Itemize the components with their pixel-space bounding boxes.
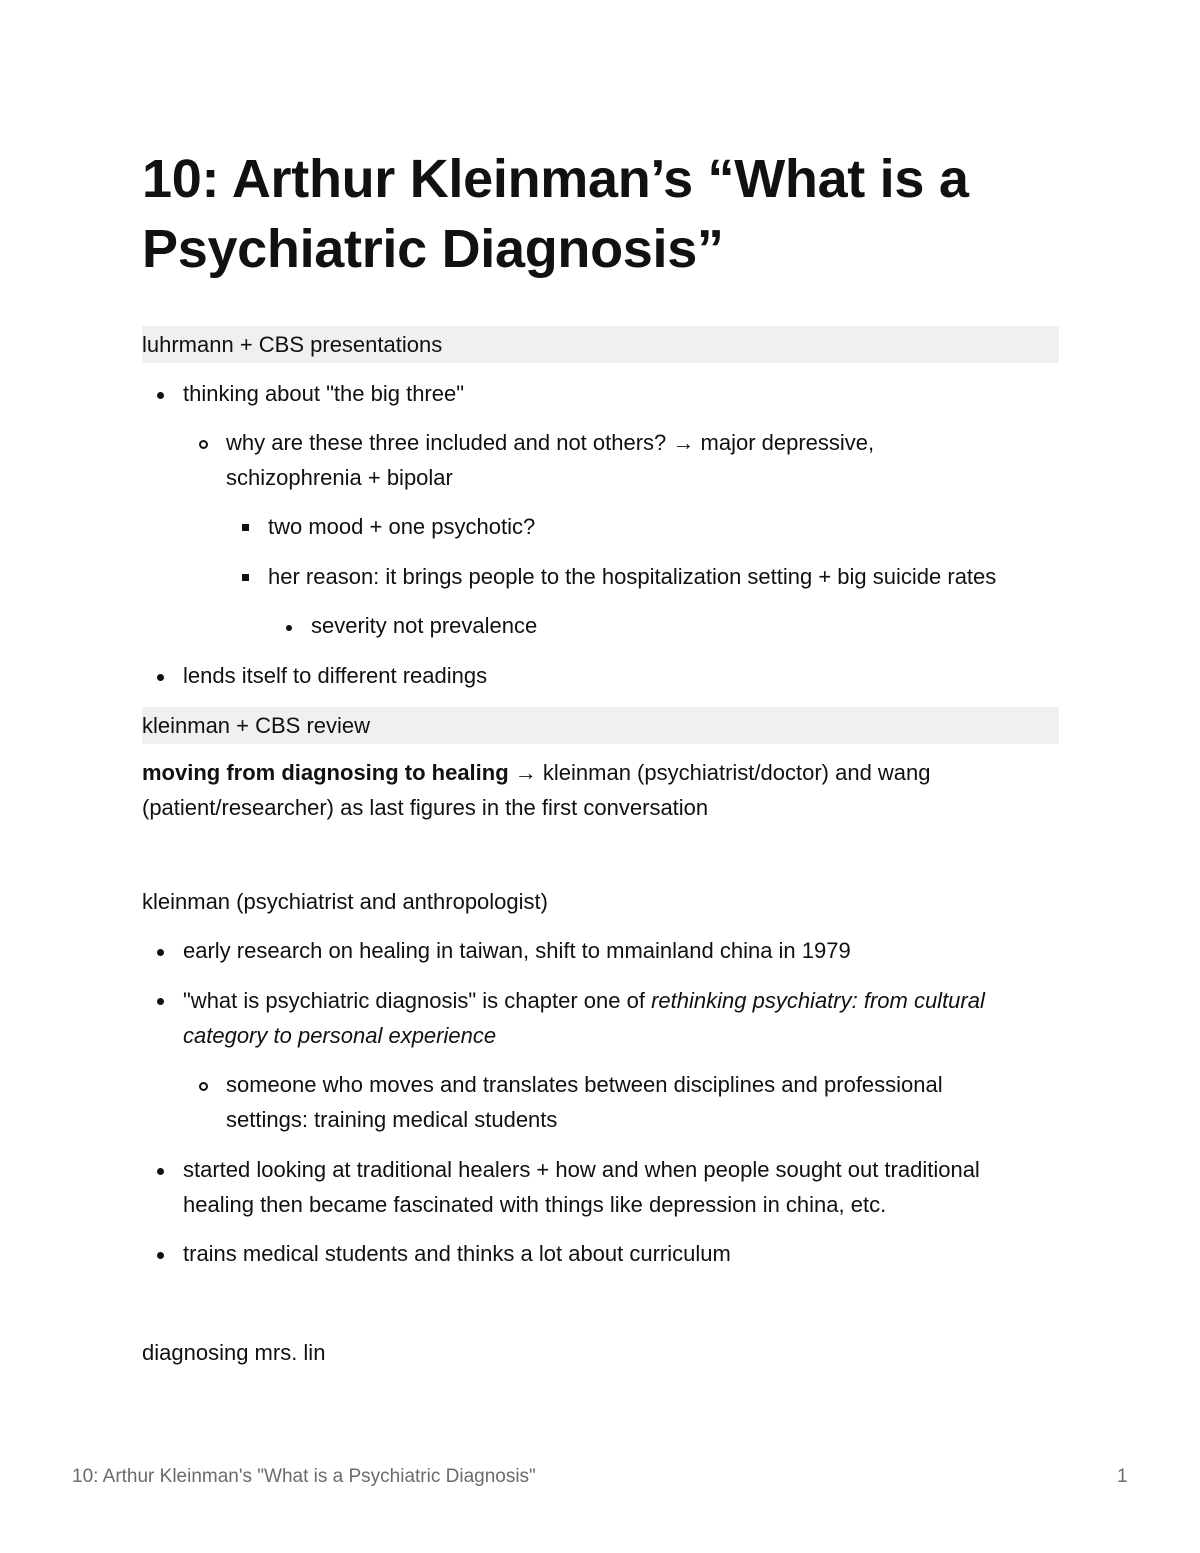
list-item-line: someone who moves and translates between disciplines and professional	[226, 1072, 943, 1097]
bullet-dot-icon	[157, 392, 164, 399]
bullet-dot-icon	[157, 1252, 164, 1259]
list-item: two mood + one psychotic?	[268, 514, 536, 539]
list-item: her reason: it brings people to the hospitalization setting + big suicide rates	[268, 564, 997, 589]
paragraph	[142, 755, 1052, 825]
page-title	[142, 144, 1062, 284]
bullet-ring-icon	[199, 440, 208, 449]
bullet-dot-icon	[157, 674, 164, 681]
section-header-kleinman	[142, 707, 1059, 744]
footer-title: 10: Arthur Kleinman's "What is a Psychiatric Diagnosis"	[72, 1466, 536, 1487]
list-item: lends itself to different readings	[183, 663, 488, 688]
list-item-line: schizophrenia + bipolar	[226, 465, 453, 490]
paragraph-bold-text: moving from diagnosing to healing	[142, 760, 509, 785]
bullet-dot-icon	[157, 998, 164, 1005]
list-item-line: started looking at traditional healers + how and when people sought out traditional	[183, 1157, 980, 1182]
list-item-line: settings: training medical students	[226, 1107, 558, 1132]
list-item	[226, 425, 1046, 495]
list-item	[226, 1067, 1046, 1137]
list-item: thinking about "the big three"	[183, 381, 465, 406]
section-header-luhrmann	[142, 326, 1059, 363]
bullet-dot-icon	[286, 625, 292, 631]
list-item: trains medical students and thinks a lot about curriculum	[183, 1241, 731, 1266]
book-title-text: rethinking psychiatry: from cultural	[651, 988, 985, 1013]
bullet-dot-icon	[157, 1168, 164, 1175]
page-title-line-2: Psychiatric Diagnosis”	[142, 219, 724, 279]
paragraph-text: → kleinman (psychiatrist/doctor) and wang	[508, 760, 931, 785]
paragraph-text: (patient/researcher) as last figures in the first conversation	[142, 795, 709, 820]
section-header-text: luhrmann + CBS presentations	[142, 332, 443, 357]
list-item-text: "what is psychiatric diagnosis" is chapter one of	[183, 988, 652, 1013]
list-item-line: healing then became fascinated with things like depression in china, etc.	[183, 1192, 887, 1217]
bullet-ring-icon	[199, 1082, 208, 1091]
list-item: early research on healing in taiwan, shift to mmainland china in 1979	[183, 938, 851, 963]
paragraph: kleinman (psychiatrist and anthropologist)	[142, 889, 548, 914]
bullet-dot-icon	[157, 949, 164, 956]
list-item	[183, 983, 1058, 1053]
bullet-square-icon	[242, 524, 249, 531]
section-header-text: kleinman + CBS review	[142, 713, 371, 738]
list-item	[183, 1152, 1058, 1222]
page-number: 1	[1117, 1466, 1128, 1487]
paragraph: diagnosing mrs. lin	[142, 1340, 326, 1365]
book-title-text: category to personal experience	[183, 1023, 497, 1048]
list-item-line: why are these three included and not others? → major depressive,	[226, 430, 875, 455]
list-item: severity not prevalence	[311, 613, 538, 638]
bullet-square-icon	[242, 574, 249, 581]
page-title-line-1: 10: Arthur Kleinman’s “What is a	[142, 149, 969, 209]
